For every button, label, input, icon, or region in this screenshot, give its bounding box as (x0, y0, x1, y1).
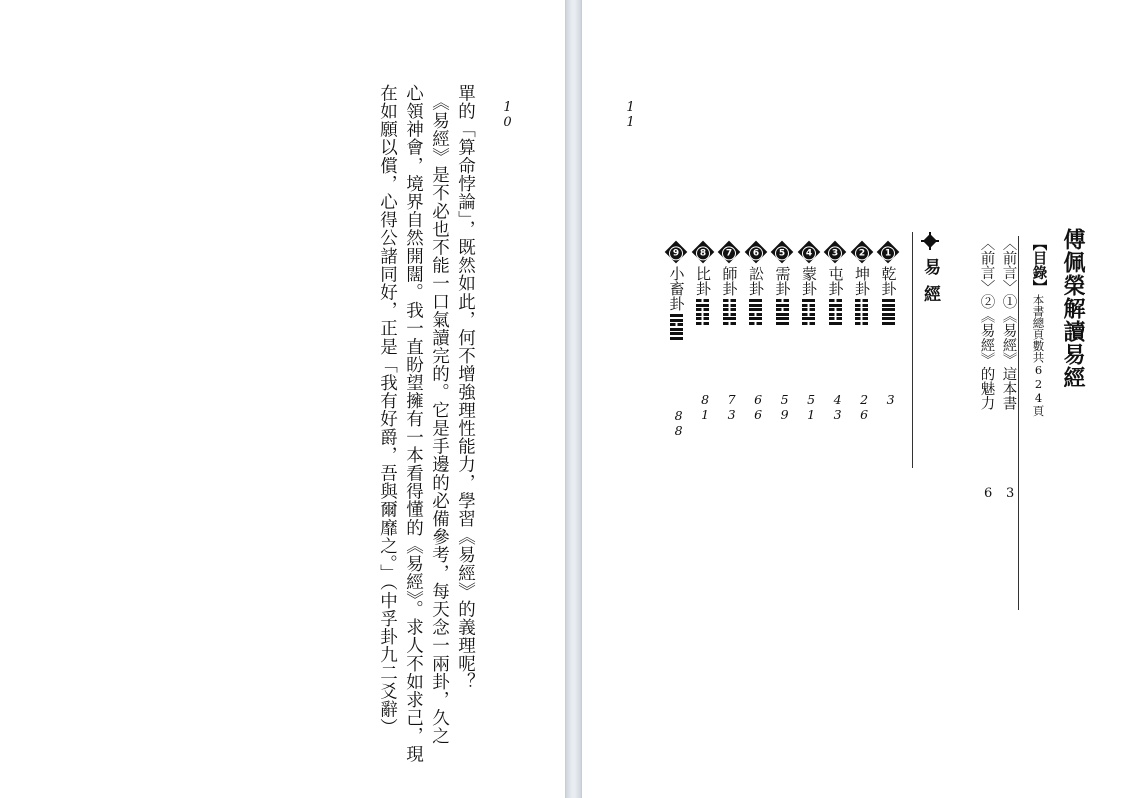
hexagram-name: 需卦 (773, 266, 792, 296)
toc-front-1-page: 3 (1002, 486, 1018, 501)
hexagram-page: 26 (856, 392, 872, 422)
contents-note: 本書總頁數共624頁 (1031, 294, 1046, 417)
contents-heading (1031, 236, 1046, 417)
toc-front-2-title: 〈前言〉②《易經》的魅力 (978, 236, 995, 410)
hexagram-name: 師卦 (720, 266, 739, 296)
hexagram-number: 8 (696, 246, 710, 260)
hexagram-symbol-icon (670, 314, 683, 342)
hexagram-number-badge (718, 241, 741, 264)
hexagram-page: 66 (750, 392, 766, 422)
hexagram-name: 坤卦 (853, 266, 871, 296)
hexagram-name: 蒙卦 (800, 266, 818, 296)
hexagram-number-badge (797, 241, 820, 264)
hexagram-number-badge (744, 241, 767, 264)
hexagram-number-badge (824, 241, 847, 264)
hexagram-symbol-icon (855, 299, 868, 327)
body-line-4: 在如願以償，心得公諸同好，正是「我有好爵，吾與爾靡之。」（中孚卦九二爻辭） (377, 84, 398, 737)
front-matter-rule (1018, 236, 1019, 610)
section-title: 易經 (920, 258, 940, 312)
hexagram-symbol-icon (882, 299, 895, 327)
page-number-right: 11 (623, 100, 638, 130)
book-gutter (566, 0, 581, 798)
contents-label: 【目錄】 (1030, 236, 1048, 294)
hexagram-number: 2 (855, 246, 869, 260)
hexagram-page: 81 (697, 392, 713, 422)
hexagram-number: 4 (802, 246, 816, 260)
page-number-left: 10 (500, 100, 515, 130)
hexagram-number: 6 (749, 246, 763, 260)
hexagram-number-badge (691, 241, 714, 264)
left-page (0, 0, 566, 798)
section-ornament-icon (921, 232, 939, 250)
book-title: 傅佩榮解讀易經 (1060, 228, 1086, 389)
body-line-3: 心領神會，境界自然開闊。我一直盼望擁有一本看得懂的《易經》。求人不如求己，現 (403, 84, 424, 764)
hexagram-page: 73 (724, 392, 740, 422)
hexagram-symbol-icon (696, 299, 709, 327)
hexagram-name: 訟卦 (747, 266, 765, 296)
hexagram-page: 59 (777, 392, 793, 422)
right-page (581, 0, 1143, 798)
toc-front-1-title: 〈前言〉①《易經》這本書 (1000, 236, 1017, 410)
hexagram-symbol-icon (723, 299, 736, 327)
hexagram-number-badge (665, 241, 688, 264)
hexagram-name: 比卦 (694, 266, 712, 296)
hexagram-symbol-icon (776, 299, 789, 327)
hexagram-number-badge (771, 241, 794, 264)
hexagram-number: 7 (722, 246, 736, 260)
hexagram-number-badge (850, 241, 873, 264)
hexagram-number: 3 (828, 246, 842, 260)
toc-front-2-page: 6 (980, 486, 996, 501)
hexagram-symbol-icon (829, 299, 842, 327)
hexagram-name: 小畜卦 (667, 266, 686, 311)
hexagram-page: 3 (883, 392, 899, 407)
hexagram-symbol-icon (802, 299, 815, 327)
hexagram-number: 9 (669, 246, 683, 260)
section-rule (912, 232, 913, 468)
hexagram-name: 屯卦 (826, 266, 845, 296)
hexagram-number: 5 (775, 246, 789, 260)
hexagram-page: 51 (803, 392, 819, 422)
hexagram-number: 1 (881, 246, 895, 260)
hexagram-symbol-icon (749, 299, 762, 327)
hexagram-page: 88 (671, 408, 687, 438)
hexagram-page: 43 (830, 392, 846, 422)
hexagram-name: 乾卦 (879, 266, 898, 296)
body-line-1: 單的「算命悖論」，既然如此，何不增強理性能力，學習《易經》的義理呢？ (455, 84, 476, 691)
hexagram-number-badge (877, 241, 900, 264)
body-line-2: 《易經》是不必也不能一口氣讀完的。它是手邊的必備參考，每天念一兩卦，久之 (429, 84, 450, 745)
